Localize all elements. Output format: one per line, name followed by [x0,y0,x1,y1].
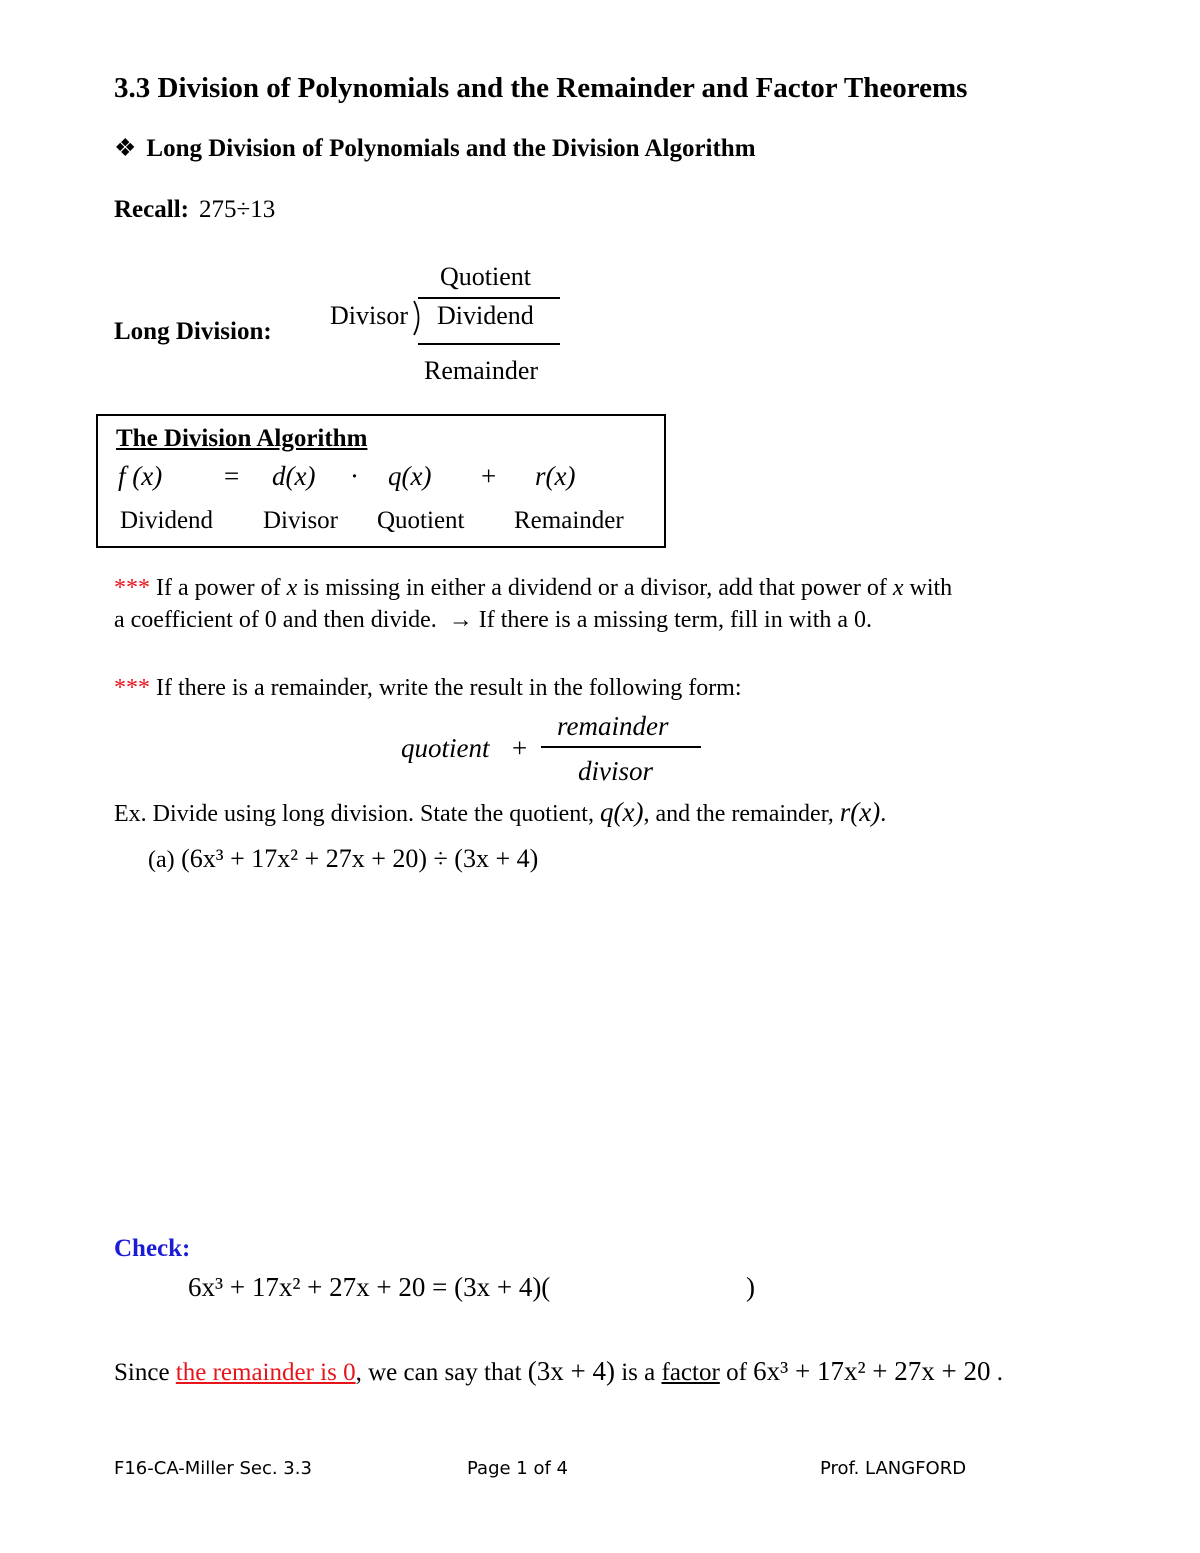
fraction-denominator: divisor [578,756,654,786]
algo-equals: = [224,461,240,491]
note1-text-c: with [903,575,953,601]
note-remainder-form [114,675,742,702]
example-intro [114,797,886,828]
note1-text-a: If a power of [150,575,287,601]
note1-x2: x [892,575,904,601]
note1-stars: *** [114,575,150,601]
conclusion-factor-word: factor [661,1359,720,1386]
conclusion-line [114,1356,1003,1387]
footer-page: Page 1 of 4 [467,1458,568,1479]
conclusion-text-c: is a [614,1359,662,1386]
algo-plus: + [481,461,497,491]
example-part-a [148,844,538,874]
check-close-paren: ) [746,1272,755,1302]
conclusion-text-d: of [719,1359,754,1386]
recall-line [114,196,275,224]
note1-line2-b: If there is a missing term, fill in with a 0. [472,607,873,633]
diamond-bullet-icon: ❖ [114,135,137,162]
ld-bottom-line [418,343,560,345]
example-text-a: Ex. Divide using long division. State the quotient, [114,801,600,827]
check-label: Check: [114,1235,191,1262]
part-a-expression: (6x³ + 17x² + 27x + 20) ÷ (3x + 4) [181,844,539,873]
algo-dot: · [350,461,359,491]
fraction-plus: + [512,733,528,763]
footer-right: Prof. LANGFORD [820,1458,967,1479]
ld-divisor: Divisor [330,301,408,330]
ld-bracket-icon [411,300,425,336]
note1-line2: a coefficient of 0 and then divide. [114,607,437,633]
arrow-right-icon: → [448,607,473,633]
section-heading-text: Long Division of Polynomials and the Division Algorithm [146,135,756,162]
conclusion-polynomial: 6x³ + 17x² + 27x + 20 [753,1356,991,1386]
note-missing-power-line1 [114,575,952,602]
fraction-numerator: remainder [557,711,669,741]
part-a-label: (a) [148,847,175,873]
algo-label-quotient: Quotient [377,507,465,534]
conclusion-remainder-zero: the remainder is 0 [175,1359,356,1386]
note1-x: x [286,575,298,601]
algo-r: r(x) [535,461,576,491]
check-equation-text: 6x³ + 17x² + 27x + 20 = (3x + 4)( [188,1272,551,1302]
example-text-c: . [880,801,887,827]
algo-d: d(x) [272,461,316,491]
example-r: r(x) [839,797,881,827]
algo-label-remainder: Remainder [514,507,624,534]
algo-label-dividend: Dividend [120,507,214,534]
conclusion-text-a: Since [114,1359,176,1386]
long-division-label: Long Division: [114,318,272,345]
algo-q: q(x) [388,461,432,491]
conclusion-text-b: , we can say that [355,1359,528,1386]
ld-top-line [418,297,560,299]
algo-f: f (x) [118,461,163,491]
fraction-quotient: quotient [401,733,490,763]
algorithm-title: The Division Algorithm [116,425,368,452]
note2-text: If there is a remainder, write the result in the following form: [150,675,742,701]
page-title: 3.3 Division of Polynomials and the Remainder and Factor Theorems [114,72,968,104]
check-equation [188,1272,550,1303]
note1-text-b: is missing in either a dividend or a divisor, add that power of [297,575,893,601]
recall-label: Recall: [114,196,189,223]
algo-label-divisor: Divisor [263,507,338,534]
recall-expression: 275÷13 [198,196,276,223]
footer-left: F16-CA-Miller Sec. 3.3 [114,1458,312,1479]
fraction-bar [541,746,701,748]
example-q: q(x) [599,797,644,827]
ld-quotient: Quotient [440,262,531,291]
note-missing-power-line2 [114,607,872,634]
ld-remainder: Remainder [424,356,539,385]
example-text-b: , and the remainder, [643,801,840,827]
section-heading [114,133,756,163]
note2-stars: *** [114,675,150,701]
conclusion-factor-expr: (3x + 4) [527,1356,615,1386]
ld-dividend: Dividend [437,301,534,330]
conclusion-text-e: . [990,1359,1004,1386]
